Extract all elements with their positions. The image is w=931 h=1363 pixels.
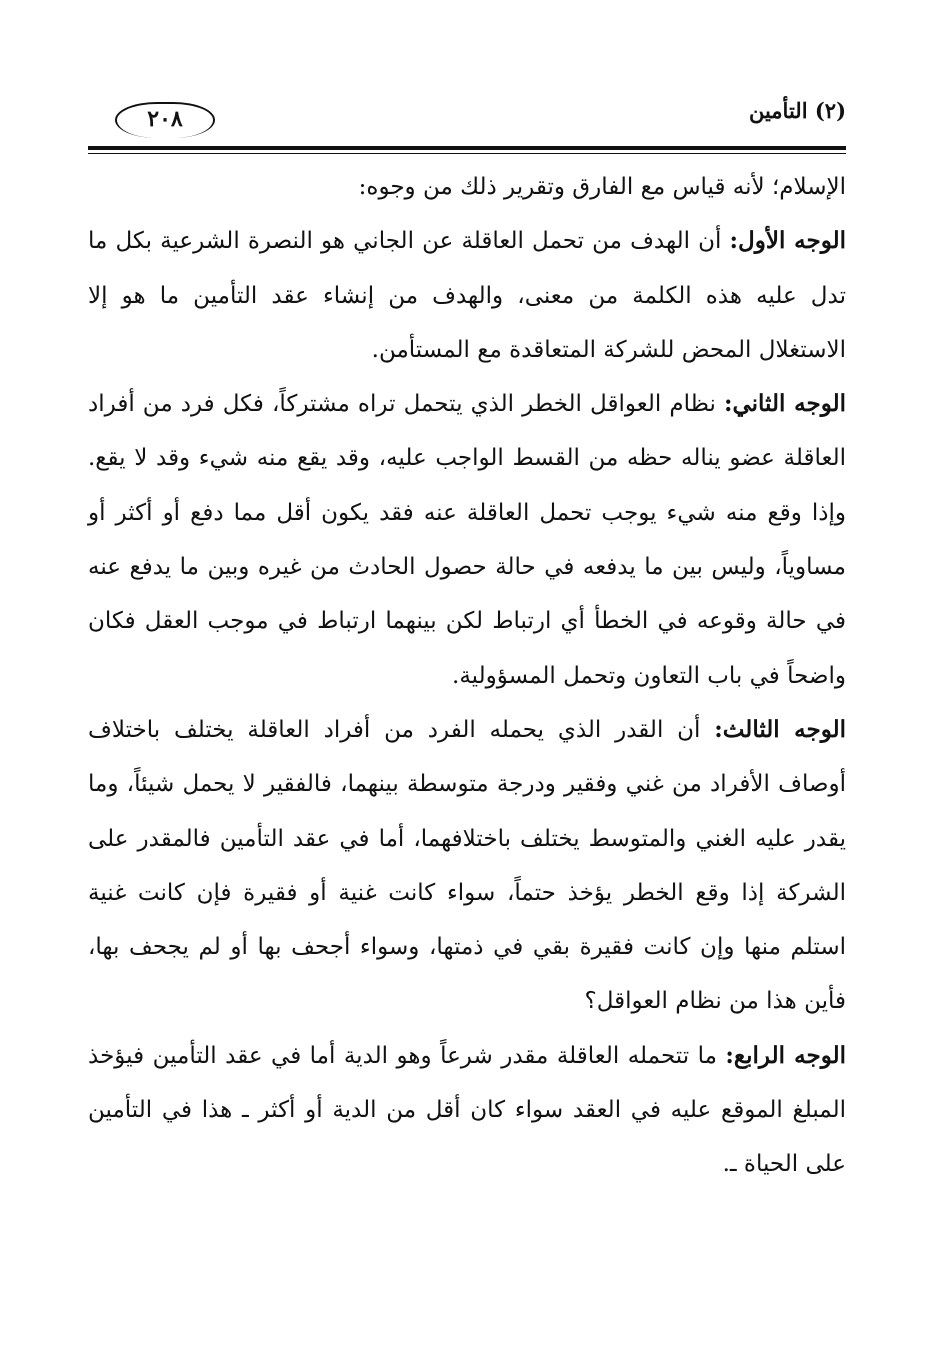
paragraph-heading: الوجه الثاني: — [723, 390, 846, 418]
paragraph-heading: الوجه الأول: — [729, 227, 847, 255]
paragraph-heading: الوجه الرابع: — [725, 1041, 847, 1069]
page-number: ٢٠٨ — [147, 106, 183, 132]
paragraph-fourth-aspect — [88, 1029, 846, 1192]
paragraph-text: نظام العواقل الخطر الذي يتحمل تراه مشتركاً، فكل فرد من أفراد العاقلة عضو يناله حظه من القسط الواجب عليه، وقد يقع منه شيء وقد لا يقع. وإذا وقع منه شيء يوجب تحمل العاقلة عنه فقد يكون أقل مما دفع أو أكثر أو مساوياً، وليس بين ما يدفعه في حالة حصول الحادث من غيره وبين ما يدفع عنه في حالة وقوعه في الخطأ أي ارتباط لكن بينهما ارتباط في موجب العقل فكان واضحاً في باب التعاون وتحمل المسؤولية. — [88, 391, 846, 689]
header-rule-thin — [88, 153, 846, 154]
paragraph-third-aspect — [88, 703, 846, 1029]
body-text — [88, 160, 846, 1192]
paragraph-text: أن القدر الذي يحمله الفرد من أفراد العاقلة يختلف باختلاف أوصاف الأفراد من غني وفقير ودرجة متوسطة بينهما، فالفقير لا يحمل شيئاً، وما يقدر عليه الغني والمتوسط يختلف باختلافهما، أما في عقد التأمين فالمقدر على الشركة إذا وقع الخطر يؤخذ حتماً، سواء كانت غنية أو فقيرة فإن كانت غنية استلم منها وإن كانت فقيرة بقي في ذمتها، وسواء أجحف بها أو لم يجحف بها، فأين هذا من نظام العواقل؟ — [88, 716, 846, 1015]
paragraph-intro — [88, 160, 846, 214]
page-header — [88, 88, 846, 152]
paragraph-text: الإسلام؛ لأنه قياس مع الفارق وتقرير ذلك من وجوه: — [358, 174, 846, 200]
paragraph-text: أن الهدف من تحمل العاقلة عن الجاني هو النصرة الشرعية بكل ما تدل عليه هذه الكلمة من معنى، والهدف من إنشاء عقد التأمين ما هو إلا الاستغلال المحض للشركة المتعاقدة مع المستأمن. — [88, 228, 846, 363]
header-rule-thick — [88, 146, 846, 150]
paragraph-text: ما تتحمله العاقلة مقدر شرعاً وهو الدية أما في عقد التأمين فيؤخذ المبلغ الموقع عليه في العقد سواء كان أقل من الدية أو أكثر ـ هذا في التأمين على الحياة ـ. — [88, 1042, 846, 1178]
paragraph-heading: الوجه الثالث: — [714, 715, 846, 743]
paragraph-second-aspect — [88, 377, 846, 703]
running-title: (٢) التأمين — [748, 98, 846, 123]
paragraph-first-aspect — [88, 214, 846, 377]
